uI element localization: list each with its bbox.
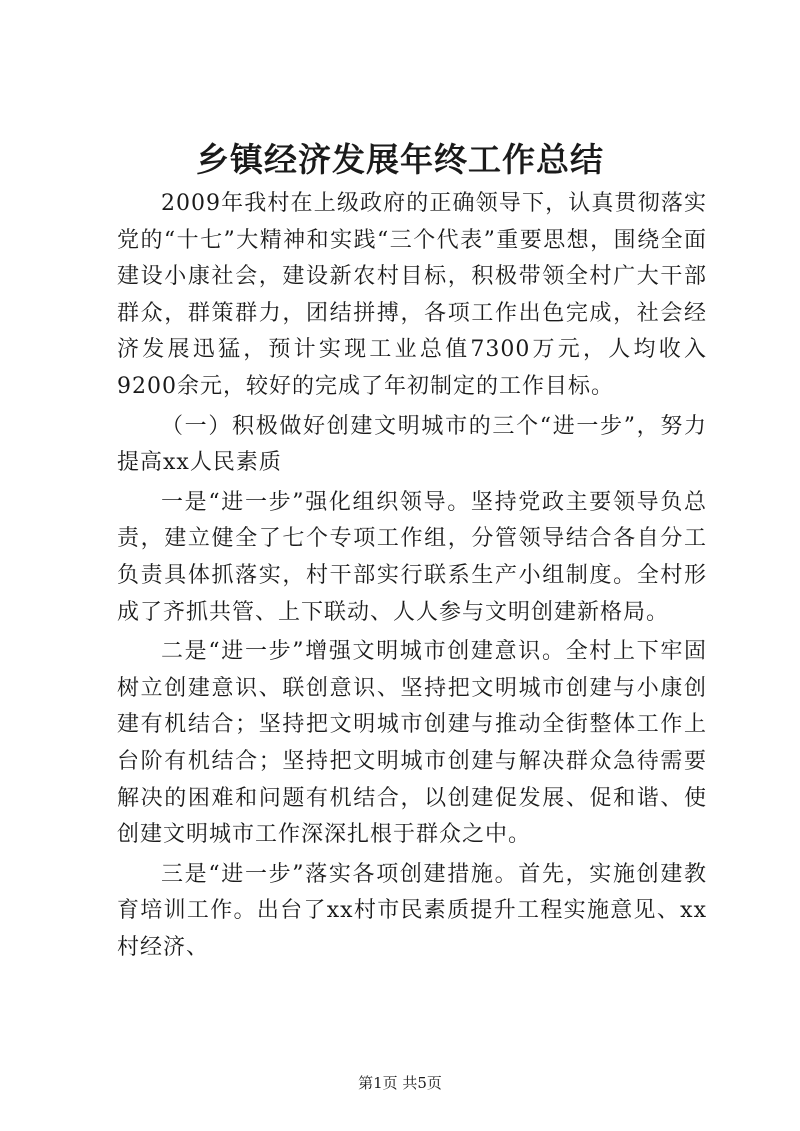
document-title: 乡镇经济发展年终工作总结 xyxy=(196,140,604,179)
page-number-footer: 第1页 共5页 xyxy=(358,1074,442,1092)
paragraph-intro: 2009年我村在上级政府的正确领导下，认真贯彻落实党的“十七”大精神和实践“三个代表”重要思想，围绕全面建设小康社会，建设新农村目标，积极带领全村广大干部群众，群策群力，团结拼搏，各项工作出色完成，社会经济发展迅猛，预计实现工业总值7300万元，人均收入9200余元，较好的完成了年初制定的工作目标。 xyxy=(117,191,707,399)
section-heading-1: （一）积极做好创建文明城市的三个“进一步”，努力提高xx人民素质 xyxy=(117,413,707,476)
document-body xyxy=(117,186,707,969)
paragraph-point-2: 二是“进一步”增强文明城市创建意识。全村上下牢固树立创建意识、联创意识、坚持把文明城市创建与小康创建有机结合；坚持把文明城市创建与推动全街整体工作上台阶有机结合；坚持把文明城市创建与解决群众急待需要解决的困难和问题有机结合，以创建促发展、促和谐、使创建文明城市工作深深扎根于群众之中。 xyxy=(117,639,707,848)
paragraph-point-3: 三是“进一步”落实各项创建措施。首先，实施创建教育培训工作。出台了xx村市民素质提升工程实施意见、xx村经济、 xyxy=(117,861,707,960)
paragraph-point-1: 一是“进一步”强化组织领导。坚持党政主要领导负总责，建立健全了七个专项工作组，分管领导结合各自分工负责具体抓落实，村干部实行联系生产小组制度。全村形成了齐抓共管、上下联动、人人参与文明创建新格局。 xyxy=(117,489,707,625)
